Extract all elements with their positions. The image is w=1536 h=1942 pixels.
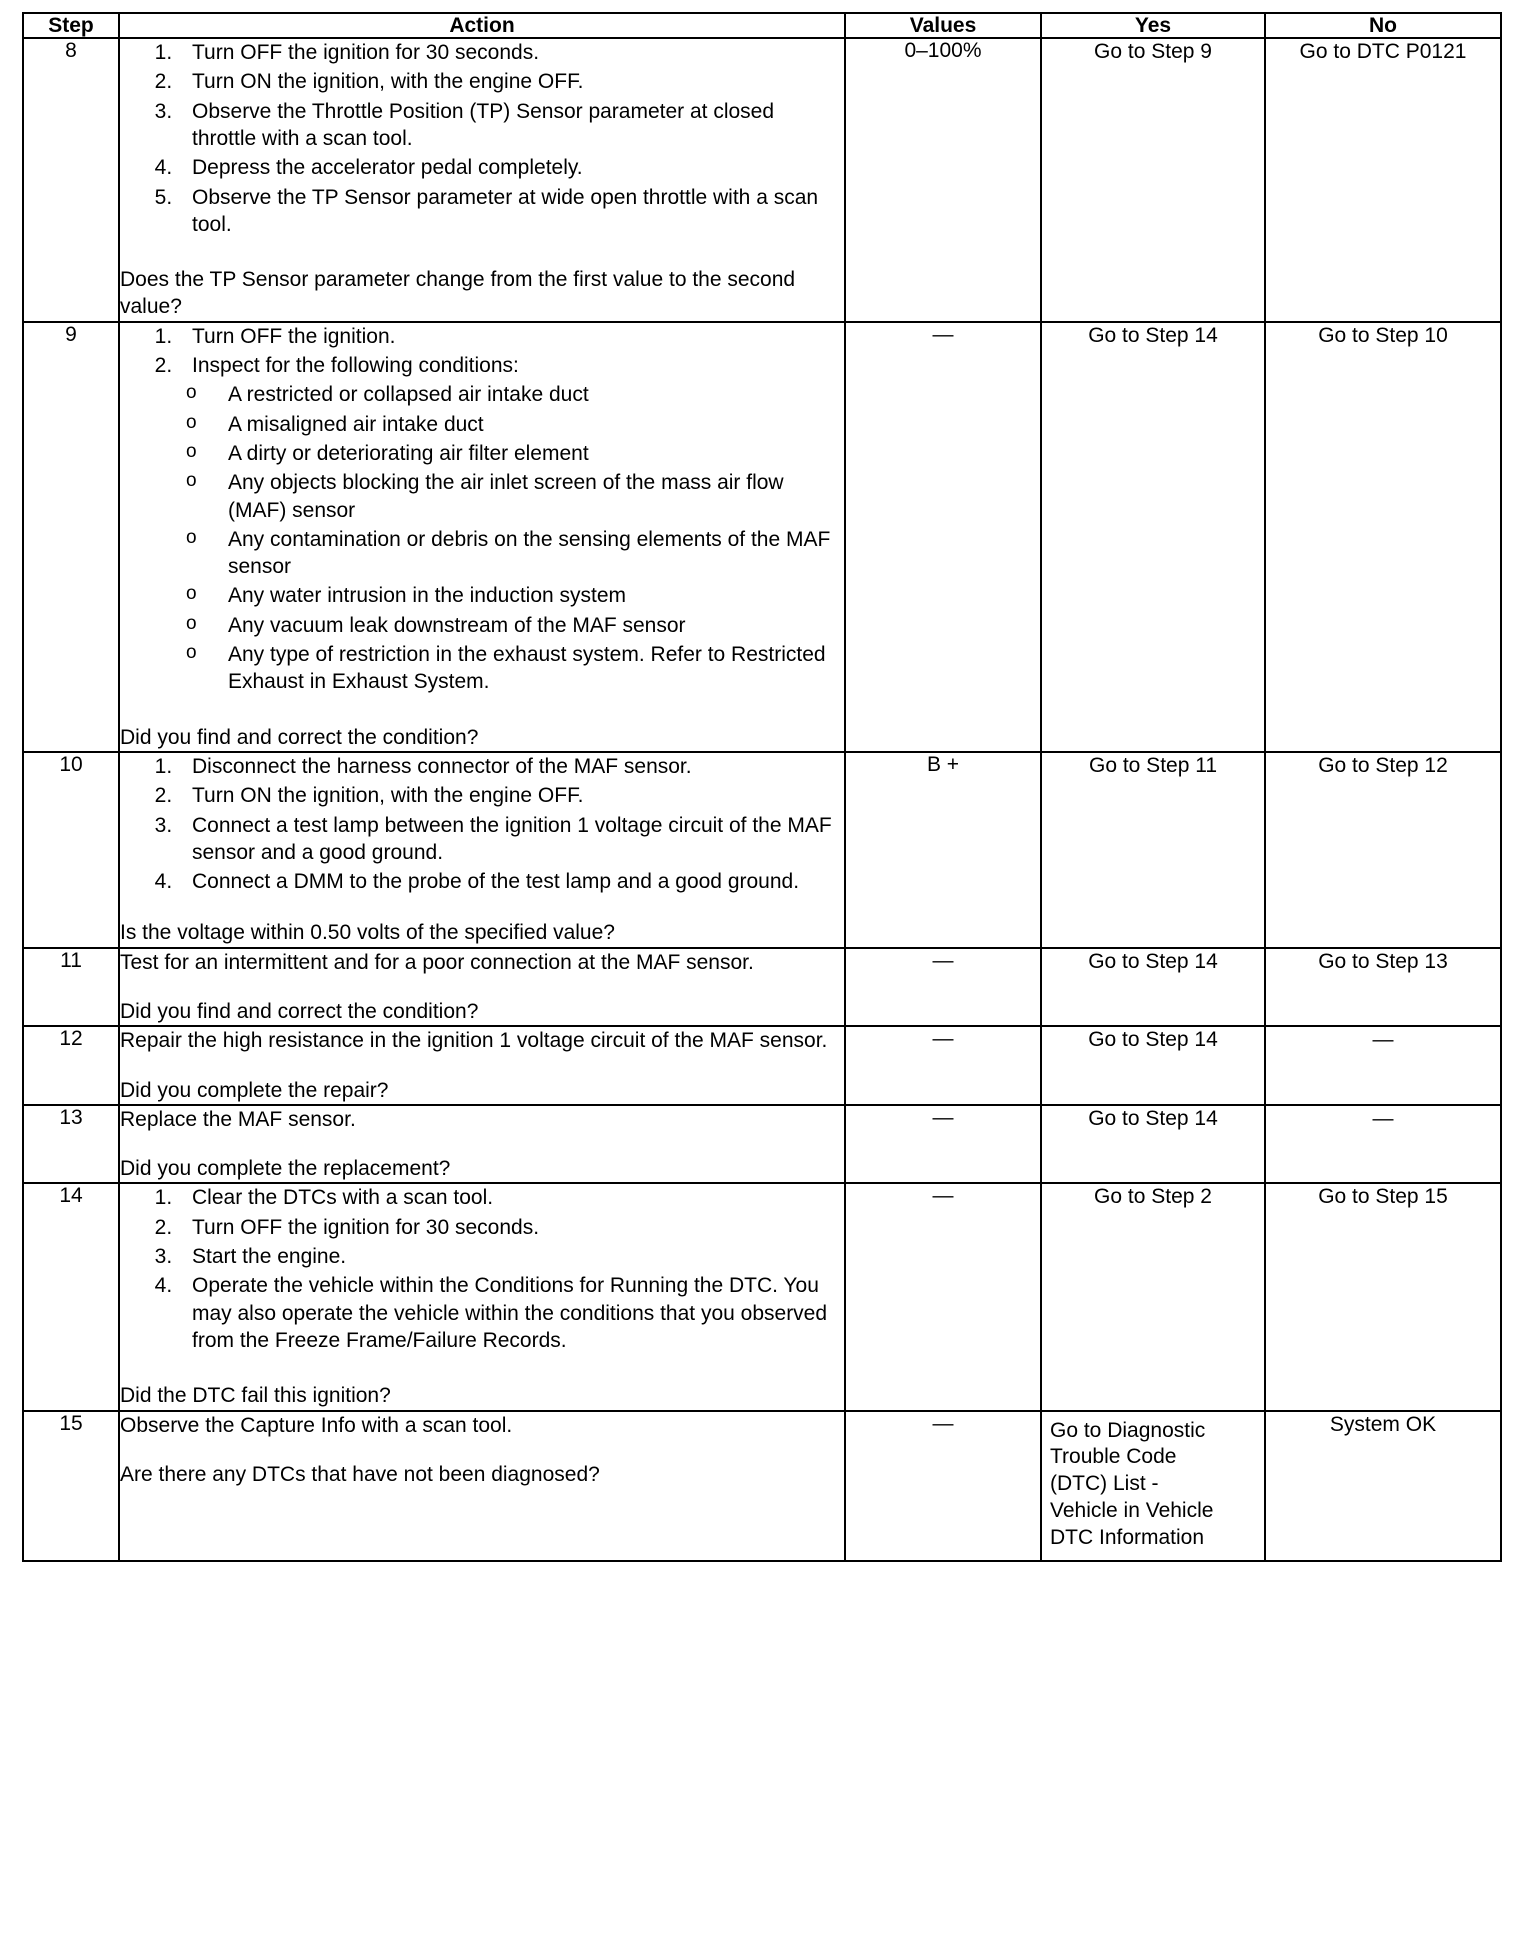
list-item: o Any type of restriction in the exhaust system. Refer to Restricted Exhaust in Exhaust System. [178, 641, 844, 696]
list-item: 1. Turn OFF the ignition. [178, 323, 844, 350]
table-row [23, 1026, 1501, 1105]
yes-cell: Go to Step 14 [1041, 1026, 1265, 1105]
yes-cell: Go to Step 14 [1041, 1105, 1265, 1184]
table-row [23, 1105, 1501, 1184]
list-item: o A dirty or deteriorating air filter element [178, 440, 844, 467]
list-item: 5. Observe the TP Sensor parameter at wide open throttle with a scan tool. [178, 184, 844, 239]
step-number: 12 [23, 1026, 119, 1105]
action-sub-list [120, 381, 844, 695]
action-cell [119, 1411, 845, 1561]
list-item: 1. Disconnect the harness connector of the MAF sensor. [178, 753, 844, 780]
no-cell: Go to DTC P0121 [1265, 38, 1501, 322]
list-item: o Any water intrusion in the induction system [178, 582, 844, 609]
spacer [120, 1133, 844, 1155]
list-item: o A restricted or collapsed air intake duct [178, 381, 844, 408]
list-item: o A misaligned air intake duct [178, 411, 844, 438]
action-cell [119, 38, 845, 322]
yes-line: DTC Information [1050, 1526, 1205, 1550]
no-cell: System OK [1265, 1411, 1501, 1561]
spacer [120, 698, 844, 724]
action-step-list [120, 39, 844, 238]
no-cell: Go to Step 12 [1265, 752, 1501, 948]
values-cell: — [845, 1411, 1041, 1561]
table-row [23, 322, 1501, 752]
no-cell: Go to Step 15 [1265, 1183, 1501, 1410]
column-header-values: Values [845, 13, 1041, 38]
yes-reference [1050, 1418, 1258, 1552]
action-question: Did you find and correct the condition? [120, 725, 479, 749]
list-item: 3. Observe the Throttle Position (TP) Sensor parameter at closed throttle with a scan tool. [178, 98, 844, 153]
action-cell [119, 322, 845, 752]
action-step-list [120, 323, 844, 380]
list-item: 4. Operate the vehicle within the Conditions for Running the DTC. You may also operate the vehicle within the conditions that you observed from the Freeze Frame/Failure Records. [178, 1272, 844, 1354]
no-cell: Go to Step 13 [1265, 948, 1501, 1027]
action-step-list [120, 1184, 844, 1354]
list-item: 2. Turn ON the ignition, with the engine OFF. [178, 782, 844, 809]
table-row [23, 948, 1501, 1027]
step-number: 15 [23, 1411, 119, 1561]
column-header-step: Step [23, 13, 119, 38]
list-item: 3. Start the engine. [178, 1243, 844, 1270]
table-row [23, 38, 1501, 322]
action-cell [119, 1105, 845, 1184]
yes-line: (DTC) List - [1050, 1472, 1159, 1496]
list-item: 1. Turn OFF the ignition for 30 seconds. [178, 39, 844, 66]
list-item: 4. Depress the accelerator pedal completely. [178, 154, 844, 181]
yes-line: Go to Diagnostic [1050, 1418, 1206, 1442]
list-item: o Any objects blocking the air inlet screen of the mass air flow (MAF) sensor [178, 469, 844, 524]
yes-cell: Go to Step 14 [1041, 948, 1265, 1027]
step-number: 14 [23, 1183, 119, 1410]
spacer [120, 1356, 844, 1382]
action-question: Are there any DTCs that have not been diagnosed? [120, 1462, 600, 1486]
yes-cell: Go to Step 2 [1041, 1183, 1265, 1410]
list-item: o Any vacuum leak downstream of the MAF sensor [178, 612, 844, 639]
table-row [23, 1411, 1501, 1561]
action-intro: Replace the MAF sensor. [120, 1107, 356, 1131]
action-question: Did you complete the replacement? [120, 1157, 451, 1181]
action-question: Did the DTC fail this ignition? [120, 1384, 391, 1408]
values-cell: B + [845, 752, 1041, 948]
yes-cell: Go to Step 11 [1041, 752, 1265, 948]
action-question: Does the TP Sensor parameter change from the first value to the second value? [120, 268, 796, 319]
table-header-row [23, 13, 1501, 38]
spacer [120, 897, 844, 919]
yes-line: Trouble Code [1050, 1445, 1177, 1469]
table-row [23, 1183, 1501, 1410]
step-number: 11 [23, 948, 119, 1027]
table-row [23, 752, 1501, 948]
values-cell: — [845, 1183, 1041, 1410]
action-step-list [120, 753, 844, 895]
step-number: 13 [23, 1105, 119, 1184]
step-number: 8 [23, 38, 119, 322]
action-cell [119, 752, 845, 948]
no-cell: Go to Step 10 [1265, 322, 1501, 752]
step-number: 9 [23, 322, 119, 752]
no-cell: — [1265, 1105, 1501, 1184]
spacer [120, 240, 844, 266]
list-item: 3. Connect a test lamp between the ignition 1 voltage circuit of the MAF sensor and a good ground. [178, 812, 844, 867]
column-header-action: Action [119, 13, 845, 38]
values-cell: 0–100% [845, 38, 1041, 322]
list-item: 2. Turn ON the ignition, with the engine OFF. [178, 68, 844, 95]
no-cell: — [1265, 1026, 1501, 1105]
values-cell: — [845, 322, 1041, 752]
list-item: 4. Connect a DMM to the probe of the test lamp and a good ground. [178, 868, 844, 895]
action-question: Did you complete the repair? [120, 1078, 389, 1102]
yes-line: Vehicle in Vehicle [1050, 1499, 1214, 1523]
list-item: o Any contamination or debris on the sensing elements of the MAF sensor [178, 526, 844, 581]
spacer [120, 1055, 844, 1077]
spacer [120, 1439, 844, 1461]
values-cell: — [845, 1105, 1041, 1184]
column-header-no: No [1265, 13, 1501, 38]
values-cell: — [845, 948, 1041, 1027]
action-question: Did you find and correct the condition? [120, 1000, 479, 1023]
column-header-yes: Yes [1041, 13, 1265, 38]
yes-cell [1041, 1411, 1265, 1561]
list-item: 1. Clear the DTCs with a scan tool. [178, 1184, 844, 1211]
action-question: Is the voltage within 0.50 volts of the specified value? [120, 921, 615, 945]
action-cell [119, 1026, 845, 1105]
step-number: 10 [23, 752, 119, 948]
action-intro: Repair the high resistance in the ignition 1 voltage circuit of the MAF sensor. [120, 1029, 828, 1053]
action-intro: Observe the Capture Info with a scan tool. [120, 1413, 513, 1437]
values-cell: — [845, 1026, 1041, 1105]
action-intro: Test for an intermittent and for a poor connection at the MAF sensor. [120, 950, 754, 974]
yes-cell: Go to Step 14 [1041, 322, 1265, 752]
action-cell [119, 1183, 845, 1410]
yes-cell: Go to Step 9 [1041, 38, 1265, 322]
list-item: 2. Inspect for the following conditions: [178, 352, 844, 379]
spacer [120, 976, 844, 998]
diagnostic-procedure-table [22, 12, 1502, 1562]
list-item: 2. Turn OFF the ignition for 30 seconds. [178, 1214, 844, 1241]
action-cell [119, 948, 845, 1027]
